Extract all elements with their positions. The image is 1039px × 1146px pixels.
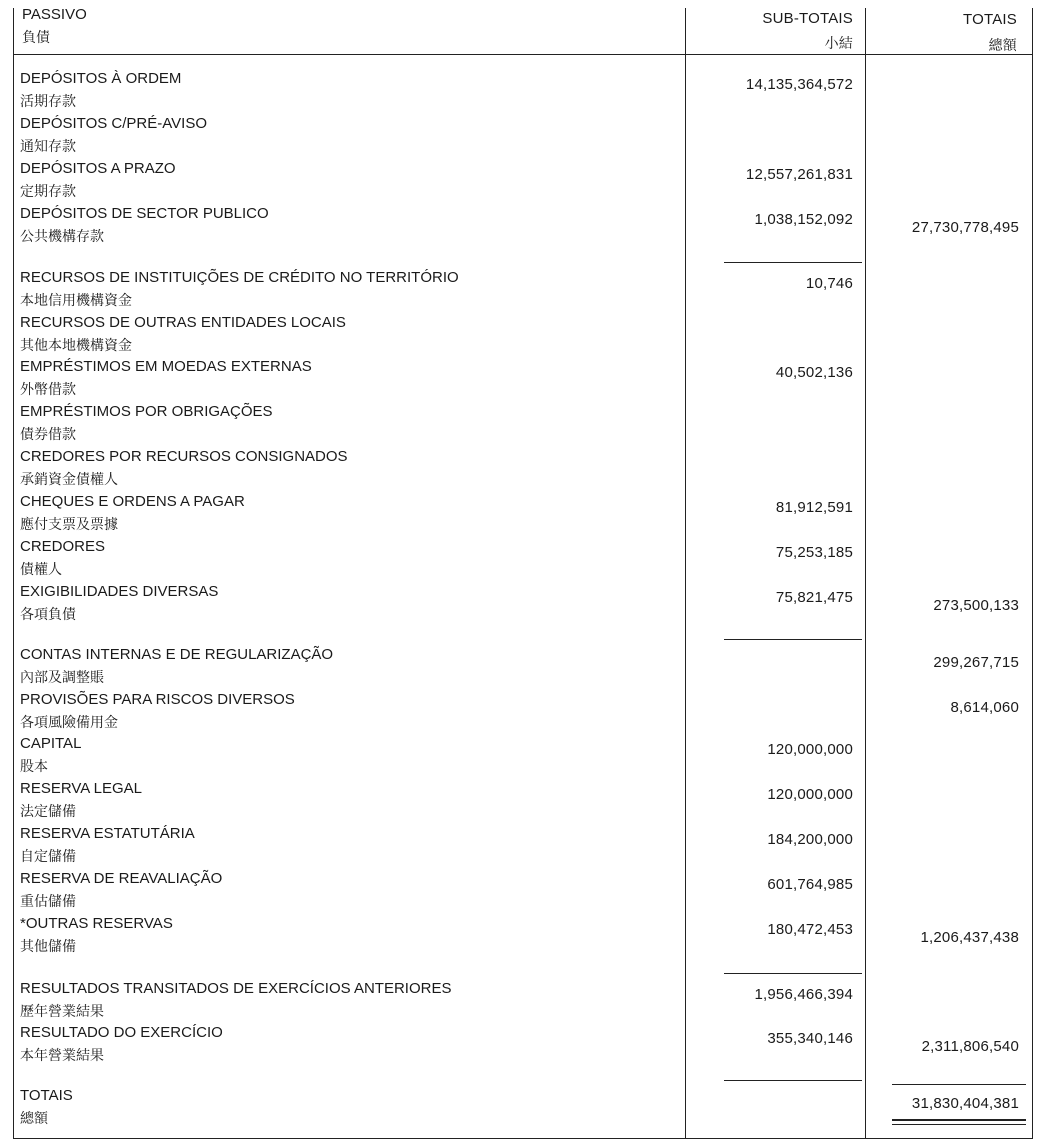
- row-label-zh: 各項負債: [20, 607, 76, 623]
- row-label-pt: *OUTRAS RESERVAS: [20, 915, 173, 932]
- row-label-zh: 承銷資金債權人: [20, 472, 118, 488]
- subtotal-rule: [724, 262, 862, 263]
- row-label-zh: 各項風險備用金: [20, 715, 118, 731]
- row-label-pt: EMPRÉSTIMOS POR OBRIGAÇÕES: [20, 403, 273, 420]
- row-label-zh: 公共機構存款: [20, 229, 104, 245]
- row-subtotal-value: 75,821,475: [775, 589, 853, 606]
- row-label-pt: DEPÓSITOS C/PRÉ-AVISO: [20, 115, 207, 132]
- row-total-value: 299,267,715: [933, 654, 1019, 671]
- subtotal-rule: [724, 1080, 862, 1081]
- header-subtotais-zh: 小結: [824, 36, 853, 52]
- row-total-value: 27,730,778,495: [911, 219, 1019, 236]
- row-label-zh: 股本: [20, 759, 48, 775]
- subtotal-rule: [724, 639, 862, 640]
- grand-total-double-rule: [892, 1124, 1026, 1125]
- row-label-pt: CAPITAL: [20, 735, 82, 752]
- row-total-value: 8,614,060: [950, 699, 1019, 716]
- total-rule: [892, 1084, 1026, 1085]
- row-label-pt: RESULTADOS TRANSITADOS DE EXERCÍCIOS ANTERIORES: [20, 980, 452, 997]
- row-subtotal-value: 355,340,146: [767, 1030, 853, 1047]
- header-subtotais: SUB-TOTAIS: [762, 10, 853, 27]
- row-total-value: 2,311,806,540: [921, 1038, 1019, 1055]
- row-subtotal-value: 81,912,591: [775, 499, 853, 516]
- grand-total-double-rule: [892, 1119, 1026, 1121]
- row-total-value: 273,500,133: [933, 597, 1019, 614]
- row-subtotal-value: 601,764,985: [767, 876, 853, 893]
- row-label-zh: 債券借款: [20, 427, 76, 443]
- row-label-pt: RESERVA DE REAVALIAÇÃO: [20, 870, 223, 887]
- row-label-pt: DEPÓSITOS DE SECTOR PUBLICO: [20, 205, 269, 222]
- column-divider-subtotais: [685, 8, 686, 1138]
- row-label-zh: 外幣借款: [20, 382, 76, 398]
- row-label-zh: 定期存款: [20, 184, 76, 200]
- row-subtotal-value: 40,502,136: [775, 364, 853, 381]
- balance-sheet-liabilities: [13, 8, 1033, 1139]
- header-passivo-zh: 負債: [22, 30, 50, 46]
- row-subtotal-value: 120,000,000: [767, 741, 853, 758]
- row-subtotal-value: 180,472,453: [767, 921, 853, 938]
- row-label-pt: CONTAS INTERNAS E DE REGULARIZAÇÃO: [20, 646, 334, 663]
- header-rule: [14, 54, 1032, 55]
- subtotal-rule: [724, 973, 862, 974]
- row-subtotal-value: 120,000,000: [767, 786, 853, 803]
- row-label-pt: PROVISÕES PARA RISCOS DIVERSOS: [20, 691, 295, 708]
- row-subtotal-value: 12,557,261,831: [745, 166, 853, 183]
- row-label-pt: DEPÓSITOS A PRAZO: [20, 160, 176, 177]
- row-label-zh: 債權人: [20, 562, 62, 578]
- row-subtotal-value: 75,253,185: [775, 544, 853, 561]
- row-label-pt: EMPRÉSTIMOS EM MOEDAS EXTERNAS: [20, 358, 312, 375]
- row-label-pt: CREDORES POR RECURSOS CONSIGNADOS: [20, 448, 348, 465]
- row-label-pt: EXIGIBILIDADES DIVERSAS: [20, 583, 219, 600]
- header-totais-zh: 總額: [988, 38, 1017, 54]
- row-label-zh: 應付支票及票據: [20, 517, 118, 533]
- row-label-pt: RECURSOS DE OUTRAS ENTIDADES LOCAIS: [20, 314, 346, 331]
- row-label-pt: RECURSOS DE INSTITUIÇÕES DE CRÉDITO NO TERRITÓRIO: [20, 269, 459, 286]
- row-label-pt: RESERVA ESTATUTÁRIA: [20, 825, 195, 842]
- row-label-pt: RESULTADO DO EXERCÍCIO: [20, 1024, 223, 1041]
- row-label-zh: 本年營業結果: [20, 1048, 104, 1064]
- row-label-zh: 通知存款: [20, 139, 76, 155]
- row-subtotal-value: 10,746: [805, 275, 853, 292]
- column-divider-totais: [865, 8, 866, 1138]
- row-label-zh: 活期存款: [20, 94, 76, 110]
- row-label-pt: DEPÓSITOS À ORDEM: [20, 70, 182, 87]
- row-label-zh: 自定儲備: [20, 849, 76, 865]
- row-subtotal-value: 14,135,364,572: [745, 76, 853, 93]
- row-label-zh: 重估儲備: [20, 894, 76, 910]
- row-label-pt: RESERVA LEGAL: [20, 780, 143, 797]
- row-label-zh: 內部及調整賬: [20, 670, 104, 686]
- row-subtotal-value: 184,200,000: [767, 831, 853, 848]
- row-total-value: 31,830,404,381: [911, 1095, 1019, 1112]
- row-label-zh: 本地信用機構資金: [20, 293, 132, 309]
- header-totais: TOTAIS: [963, 11, 1017, 28]
- row-label-zh: 其他儲備: [20, 939, 76, 955]
- row-subtotal-value: 1,956,466,394: [754, 986, 853, 1003]
- row-label-zh: 法定儲備: [20, 804, 76, 820]
- row-label-zh: 其他本地機構資金: [20, 338, 132, 354]
- row-label-pt: TOTAIS: [20, 1087, 73, 1104]
- row-label-pt: CHEQUES E ORDENS A PAGAR: [20, 493, 245, 510]
- header-passivo: PASSIVO: [22, 6, 87, 23]
- row-label-zh: 總額: [20, 1111, 48, 1127]
- row-subtotal-value: 1,038,152,092: [754, 211, 853, 228]
- row-total-value: 1,206,437,438: [920, 929, 1019, 946]
- row-label-zh: 歷年營業結果: [20, 1004, 104, 1020]
- row-label-pt: CREDORES: [20, 538, 106, 555]
